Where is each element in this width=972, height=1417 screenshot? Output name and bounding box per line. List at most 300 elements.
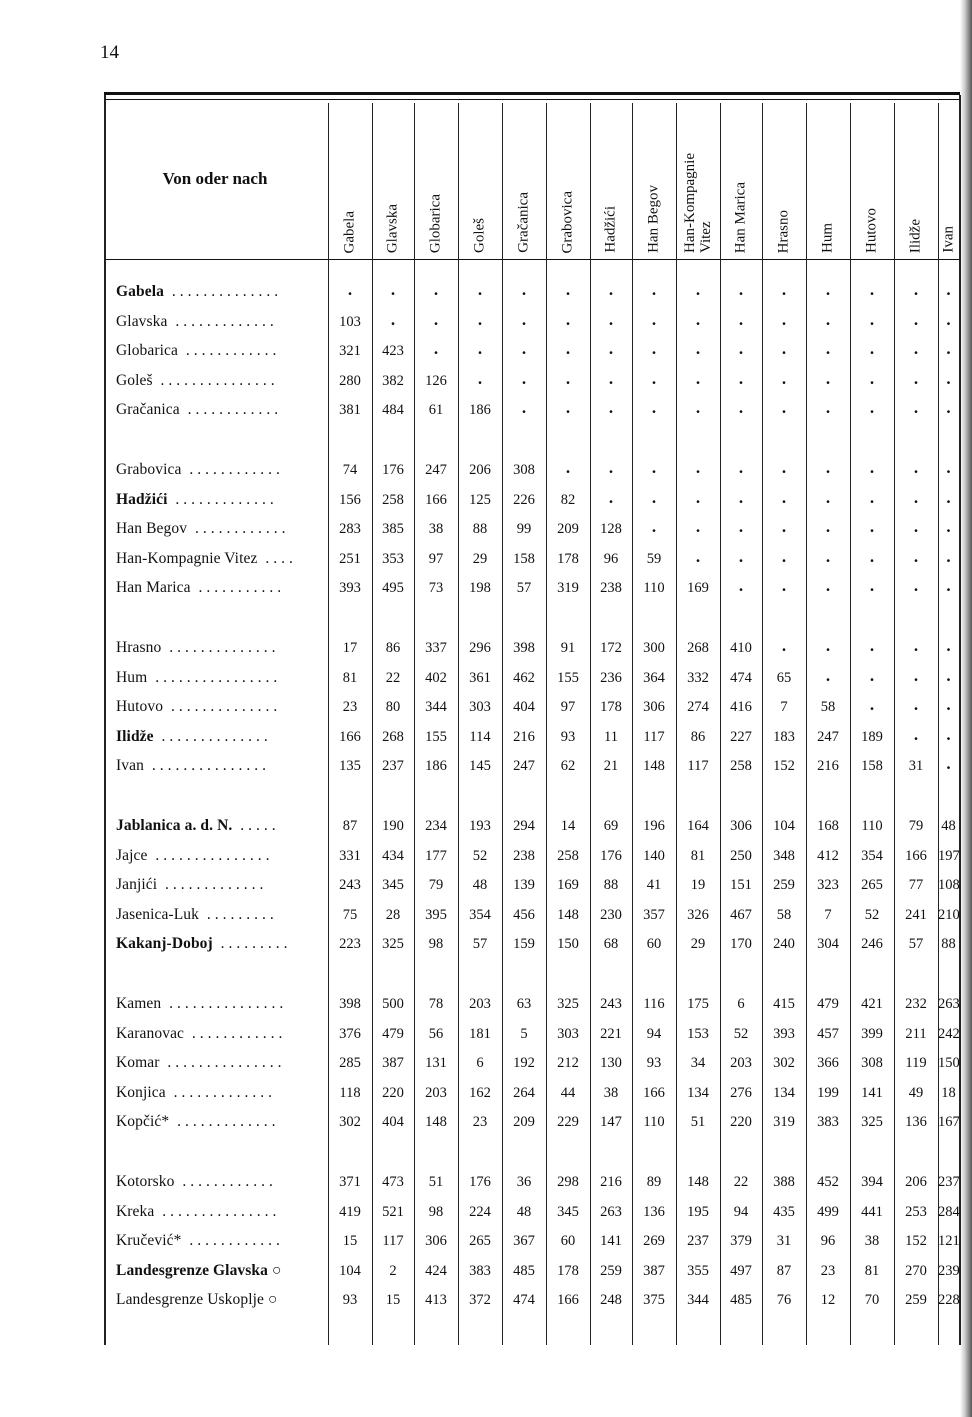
- table-row: [104, 991, 960, 1019]
- table-cell: 117: [643, 729, 665, 745]
- table-cell: 117: [687, 758, 709, 774]
- table-cell: 118: [339, 1085, 361, 1101]
- row-label: [116, 461, 328, 479]
- table-cell: 306: [730, 818, 752, 834]
- table-cell: 196: [643, 818, 665, 834]
- table-cell: 381: [339, 402, 361, 418]
- table-cell: 456: [513, 907, 535, 923]
- table-cell: 242: [938, 1026, 960, 1042]
- table-cell: 80: [385, 699, 401, 715]
- table-cell: 274: [687, 699, 709, 715]
- row-label: [116, 1173, 328, 1191]
- leader-dots: ............: [178, 342, 281, 359]
- table-cell: 38: [864, 1233, 880, 1249]
- table-cell: 393: [773, 1026, 795, 1042]
- table-cell: 88: [603, 877, 619, 893]
- table-cell: 117: [382, 1233, 404, 1249]
- table-cell: 270: [905, 1263, 927, 1279]
- table-cell: 404: [382, 1114, 404, 1130]
- table-cell: 247: [817, 729, 839, 745]
- column-header-label: Hadžići: [602, 206, 619, 253]
- row-label-text: Gabela: [116, 283, 164, 300]
- table-cell: .: [781, 280, 787, 299]
- table-cell: 298: [557, 1174, 579, 1190]
- table-cell: .: [869, 636, 875, 655]
- row-label: [116, 906, 328, 924]
- table-cell: 65: [776, 670, 792, 686]
- table-cell: 18: [941, 1085, 956, 1101]
- row-label: [116, 639, 328, 657]
- table-cell: 230: [600, 907, 622, 923]
- table-cell: 151: [730, 877, 752, 893]
- table-cell: 178: [557, 551, 579, 567]
- table-cell: 325: [557, 996, 579, 1012]
- leader-dots: .....: [232, 817, 280, 834]
- table-cell: 236: [600, 670, 622, 686]
- table-cell: .: [869, 280, 875, 299]
- table-cell: 410: [730, 640, 752, 656]
- row-label: [116, 1025, 328, 1043]
- table-cell: .: [738, 576, 744, 595]
- table-cell: .: [565, 280, 571, 299]
- row-label: [116, 817, 328, 835]
- row-label-text: Hutovo: [116, 698, 164, 715]
- table-row: [104, 1080, 960, 1108]
- table-cell: .: [946, 725, 951, 744]
- table-cell: 62: [560, 758, 576, 774]
- table-cell: .: [608, 310, 614, 329]
- table-cell: 141: [861, 1085, 883, 1101]
- table-cell: 52: [733, 1026, 749, 1042]
- table-cell: 209: [513, 1114, 535, 1130]
- table-cell: 239: [938, 1263, 960, 1279]
- table-cell: 434: [382, 848, 404, 864]
- table-cell: 48: [516, 1204, 532, 1220]
- table-cell: 135: [339, 758, 361, 774]
- table-cell: 210: [938, 907, 960, 923]
- table-cell: 216: [513, 729, 535, 745]
- table-cell: 203: [730, 1055, 752, 1071]
- table-cell: .: [477, 310, 483, 329]
- table-cell: 485: [730, 1292, 752, 1308]
- table-cell: .: [695, 547, 701, 566]
- table-cell: 485: [513, 1263, 535, 1279]
- table-cell: 128: [600, 521, 622, 537]
- table-cell: 258: [382, 492, 404, 508]
- table-cell: 325: [861, 1114, 883, 1130]
- column-header-label: Goleš: [471, 218, 488, 253]
- table-cell: 6: [737, 996, 745, 1012]
- row-label: [116, 1113, 328, 1131]
- table-cell: 383: [817, 1114, 839, 1130]
- table-cell: .: [825, 369, 831, 388]
- row-label-text: Globarica: [116, 342, 179, 359]
- table-cell: 473: [382, 1174, 404, 1190]
- table-row: [104, 516, 960, 544]
- table-cell: 98: [428, 1204, 444, 1220]
- table-row: [104, 1228, 960, 1256]
- table-cell: 243: [600, 996, 622, 1012]
- table-cell: 263: [938, 996, 960, 1012]
- table-cell: 103: [339, 314, 361, 330]
- table-cell: .: [946, 488, 951, 507]
- table-cell: 268: [687, 640, 709, 656]
- leader-dots: .........: [212, 935, 292, 952]
- table-cell: 49: [908, 1085, 924, 1101]
- table-row: [104, 1109, 960, 1137]
- table-cell: .: [695, 310, 701, 329]
- leader-dots: ..............: [153, 728, 272, 745]
- table-cell: 383: [469, 1263, 491, 1279]
- table-cell: 162: [469, 1085, 491, 1101]
- table-cell: 60: [646, 936, 662, 952]
- column-header: [806, 111, 850, 255]
- row-label-text: Kopčić*: [116, 1113, 170, 1130]
- table-cell: .: [946, 754, 951, 773]
- table-cell: 479: [382, 1026, 404, 1042]
- table-cell: 94: [733, 1204, 749, 1220]
- table-cell: .: [869, 369, 875, 388]
- row-label: [116, 1291, 328, 1309]
- leader-dots: ...............: [154, 1203, 281, 1220]
- column-header-label: Ilidže: [907, 218, 924, 253]
- table-cell: 452: [817, 1174, 839, 1190]
- table-cell: 152: [905, 1233, 927, 1249]
- row-label: [116, 935, 328, 953]
- table-cell: 148: [557, 907, 579, 923]
- leader-dots: ............: [184, 1025, 287, 1042]
- table-row: [104, 487, 960, 515]
- row-label: [116, 847, 328, 865]
- table-cell: 265: [861, 877, 883, 893]
- table-cell: .: [738, 339, 744, 358]
- leader-dots: ...........: [190, 579, 286, 596]
- table-cell: 116: [643, 996, 665, 1012]
- table-cell: 223: [339, 936, 361, 952]
- table-cell: .: [913, 458, 919, 477]
- table-cell: 388: [773, 1174, 795, 1190]
- table-cell: 379: [730, 1233, 752, 1249]
- table-cell: 226: [513, 492, 535, 508]
- table-cell: 276: [730, 1085, 752, 1101]
- leader-dots: ............: [179, 401, 283, 418]
- table-cell: .: [869, 666, 875, 685]
- table-row: [104, 279, 960, 307]
- row-label-text: Kreka: [116, 1203, 155, 1220]
- table-cell: 96: [820, 1233, 836, 1249]
- leader-dots: ...............: [152, 372, 279, 389]
- table-cell: 248: [600, 1292, 622, 1308]
- table-row: [104, 872, 960, 900]
- table-cell: .: [825, 666, 831, 685]
- table-cell: 176: [600, 848, 622, 864]
- table-cell: 168: [817, 818, 839, 834]
- table-cell: 300: [643, 640, 665, 656]
- column-header-label: Grabovica: [559, 190, 576, 253]
- table-cell: 484: [382, 402, 404, 418]
- table-cell: 402: [425, 670, 447, 686]
- table-cell: 28: [385, 907, 401, 923]
- table-cell: .: [825, 339, 831, 358]
- table-cell: 57: [908, 936, 924, 952]
- table-cell: 150: [938, 1055, 960, 1071]
- table-cell: 441: [861, 1204, 883, 1220]
- column-header: [762, 111, 806, 255]
- table-cell: .: [565, 310, 571, 329]
- table-cell: .: [946, 369, 951, 388]
- table-cell: .: [946, 666, 951, 685]
- table-cell: .: [946, 517, 951, 536]
- table-cell: 110: [643, 580, 665, 596]
- table-cell: 296: [469, 640, 491, 656]
- table-cell: .: [565, 398, 571, 417]
- table-cell: .: [651, 369, 657, 388]
- table-cell: .: [781, 576, 787, 595]
- table-row: [104, 843, 960, 871]
- table-cell: 357: [643, 907, 665, 923]
- table-cell: 308: [513, 462, 535, 478]
- table-cell: 206: [469, 462, 491, 478]
- table-cell: 227: [730, 729, 752, 745]
- row-label: [116, 579, 328, 597]
- table-cell: .: [608, 369, 614, 388]
- table-cell: 78: [428, 996, 444, 1012]
- table-row: [104, 635, 960, 663]
- table-row: [104, 368, 960, 396]
- table-row: [104, 1021, 960, 1049]
- table-cell: 197: [938, 848, 960, 864]
- table-cell: 366: [817, 1055, 839, 1071]
- table-cell: 393: [339, 580, 361, 596]
- table-cell: 34: [690, 1055, 706, 1071]
- column-header: [458, 111, 502, 255]
- table-cell: .: [869, 398, 875, 417]
- row-label: [116, 372, 328, 390]
- leader-dots: ..............: [163, 283, 283, 300]
- table-cell: .: [781, 398, 787, 417]
- table-cell: 198: [469, 580, 491, 596]
- table-cell: .: [477, 280, 483, 299]
- row-label-text: Hum: [116, 669, 148, 686]
- table-cell: 221: [600, 1026, 622, 1042]
- table-cell: .: [825, 458, 831, 477]
- table-cell: 63: [516, 996, 532, 1012]
- table-cell: .: [946, 458, 951, 477]
- table-cell: 421: [861, 996, 883, 1012]
- table-cell: .: [825, 636, 831, 655]
- row-label: [116, 283, 328, 301]
- table-cell: .: [869, 458, 875, 477]
- column-header-label: Globarica: [427, 193, 444, 253]
- table-cell: 332: [687, 670, 709, 686]
- table-cell: .: [913, 666, 919, 685]
- table-cell: 372: [469, 1292, 491, 1308]
- table-row: [104, 1050, 960, 1078]
- table-cell: .: [651, 517, 657, 536]
- table-cell: 134: [687, 1085, 709, 1101]
- row-label: [116, 550, 328, 568]
- column-header: [894, 111, 938, 255]
- table-cell: 44: [560, 1085, 576, 1101]
- row-label-text: Kotorsko: [116, 1173, 175, 1190]
- table-cell: 51: [690, 1114, 706, 1130]
- table-cell: 253: [905, 1204, 927, 1220]
- table-cell: 220: [730, 1114, 752, 1130]
- table-cell: 114: [469, 729, 491, 745]
- table-cell: 247: [513, 758, 535, 774]
- table-cell: 419: [339, 1204, 361, 1220]
- table-cell: 5: [520, 1026, 528, 1042]
- table-cell: 435: [773, 1204, 795, 1220]
- table-cell: 70: [864, 1292, 880, 1308]
- table-row: [104, 724, 960, 752]
- table-cell: .: [521, 369, 527, 388]
- table-cell: .: [347, 280, 353, 299]
- page-edge-shadow: [960, 0, 972, 1417]
- column-header: [372, 111, 414, 255]
- table-cell: 394: [861, 1174, 883, 1190]
- table-cell: 38: [428, 521, 444, 537]
- table-cell: .: [477, 369, 483, 388]
- table-cell: 93: [646, 1055, 662, 1071]
- table-cell: .: [695, 488, 701, 507]
- table-cell: .: [651, 488, 657, 507]
- table-cell: .: [433, 339, 439, 358]
- table-cell: 15: [342, 1233, 358, 1249]
- table-cell: .: [521, 398, 527, 417]
- table-cell: .: [869, 517, 875, 536]
- table-cell: 192: [513, 1055, 535, 1071]
- table-cell: 172: [600, 640, 622, 656]
- table-cell: 21: [603, 758, 619, 774]
- leader-dots: ..............: [163, 698, 282, 715]
- table-cell: 99: [516, 521, 532, 537]
- table-cell: 371: [339, 1174, 361, 1190]
- leader-dots: ............: [181, 461, 284, 478]
- table-cell: 97: [428, 551, 444, 567]
- table-row: [104, 694, 960, 722]
- table-cell: 61: [428, 402, 444, 418]
- table-cell: .: [869, 695, 875, 714]
- table-cell: 259: [905, 1292, 927, 1308]
- table-cell: 203: [425, 1085, 447, 1101]
- table-cell: .: [565, 369, 571, 388]
- table-cell: 12: [820, 1292, 836, 1308]
- table-cell: .: [608, 398, 614, 417]
- table-cell: 169: [557, 877, 579, 893]
- table-cell: 190: [382, 818, 404, 834]
- table-cell: 216: [600, 1174, 622, 1190]
- table-cell: 212: [557, 1055, 579, 1071]
- table-cell: 228: [938, 1292, 960, 1308]
- table-cell: 166: [643, 1085, 665, 1101]
- column-header: [590, 111, 632, 255]
- row-label-text: Landesgrenze Glavska ○: [116, 1262, 282, 1279]
- table-cell: .: [738, 547, 744, 566]
- table-cell: 75: [342, 907, 358, 923]
- table-cell: .: [913, 488, 919, 507]
- table-cell: 108: [938, 877, 960, 893]
- column-header-label: Han Marica: [732, 181, 749, 253]
- table-cell: 344: [425, 699, 447, 715]
- table-cell: 285: [339, 1055, 361, 1071]
- table-cell: 6: [476, 1055, 484, 1071]
- table-cell: .: [738, 517, 744, 536]
- table-cell: 398: [513, 640, 535, 656]
- table-cell: 284: [938, 1204, 960, 1220]
- table-cell: 121: [938, 1233, 960, 1249]
- table-cell: .: [521, 339, 527, 358]
- table-cell: 280: [339, 373, 361, 389]
- leader-dots: ....: [257, 550, 297, 567]
- table-cell: 234: [425, 818, 447, 834]
- table-cell: 211: [905, 1026, 927, 1042]
- table-cell: 58: [820, 699, 836, 715]
- table-cell: 86: [385, 640, 401, 656]
- table-cell: 240: [773, 936, 795, 952]
- table-cell: 119: [905, 1055, 927, 1071]
- table-cell: 59: [646, 551, 662, 567]
- table-cell: 206: [905, 1174, 927, 1190]
- table-cell: 110: [861, 818, 883, 834]
- column-header: [676, 111, 720, 255]
- table-row: [104, 1169, 960, 1197]
- table-cell: 22: [733, 1174, 749, 1190]
- table-cell: 159: [513, 936, 535, 952]
- table-cell: 229: [557, 1114, 579, 1130]
- table-cell: 186: [425, 758, 447, 774]
- table-cell: 265: [469, 1233, 491, 1249]
- table-cell: 306: [425, 1233, 447, 1249]
- table-cell: 302: [339, 1114, 361, 1130]
- table-cell: 306: [643, 699, 665, 715]
- table-cell: 199: [817, 1085, 839, 1101]
- row-label-text: Kakanj-Doboj: [116, 935, 213, 952]
- table-cell: 2: [389, 1263, 397, 1279]
- table-cell: 164: [687, 818, 709, 834]
- table-cell: 170: [730, 936, 752, 952]
- column-header: [632, 111, 676, 255]
- table-cell: 319: [557, 580, 579, 596]
- table-cell: 60: [560, 1233, 576, 1249]
- table-row: [104, 813, 960, 841]
- table-cell: 148: [687, 1174, 709, 1190]
- table-cell: 52: [472, 848, 488, 864]
- column-header-label: Hutovo: [863, 208, 880, 253]
- table-cell: 155: [557, 670, 579, 686]
- table-cell: 88: [941, 936, 956, 952]
- table-cell: 29: [472, 551, 488, 567]
- table-cell: .: [825, 488, 831, 507]
- row-label: [116, 491, 328, 509]
- table-cell: 209: [557, 521, 579, 537]
- table-cell: 77: [908, 877, 924, 893]
- table-cell: 36: [516, 1174, 532, 1190]
- table-cell: .: [565, 339, 571, 358]
- row-label-text: Kručević*: [116, 1232, 182, 1249]
- table-cell: .: [695, 458, 701, 477]
- table-cell: .: [781, 517, 787, 536]
- table-cell: 355: [687, 1263, 709, 1279]
- table-cell: 87: [342, 818, 358, 834]
- table-cell: .: [608, 339, 614, 358]
- table-cell: 404: [513, 699, 535, 715]
- table-cell: 387: [382, 1055, 404, 1071]
- row-label: [116, 1262, 328, 1280]
- leader-dots: ............: [181, 1232, 284, 1249]
- table-row: [104, 1258, 960, 1286]
- table-cell: 268: [382, 729, 404, 745]
